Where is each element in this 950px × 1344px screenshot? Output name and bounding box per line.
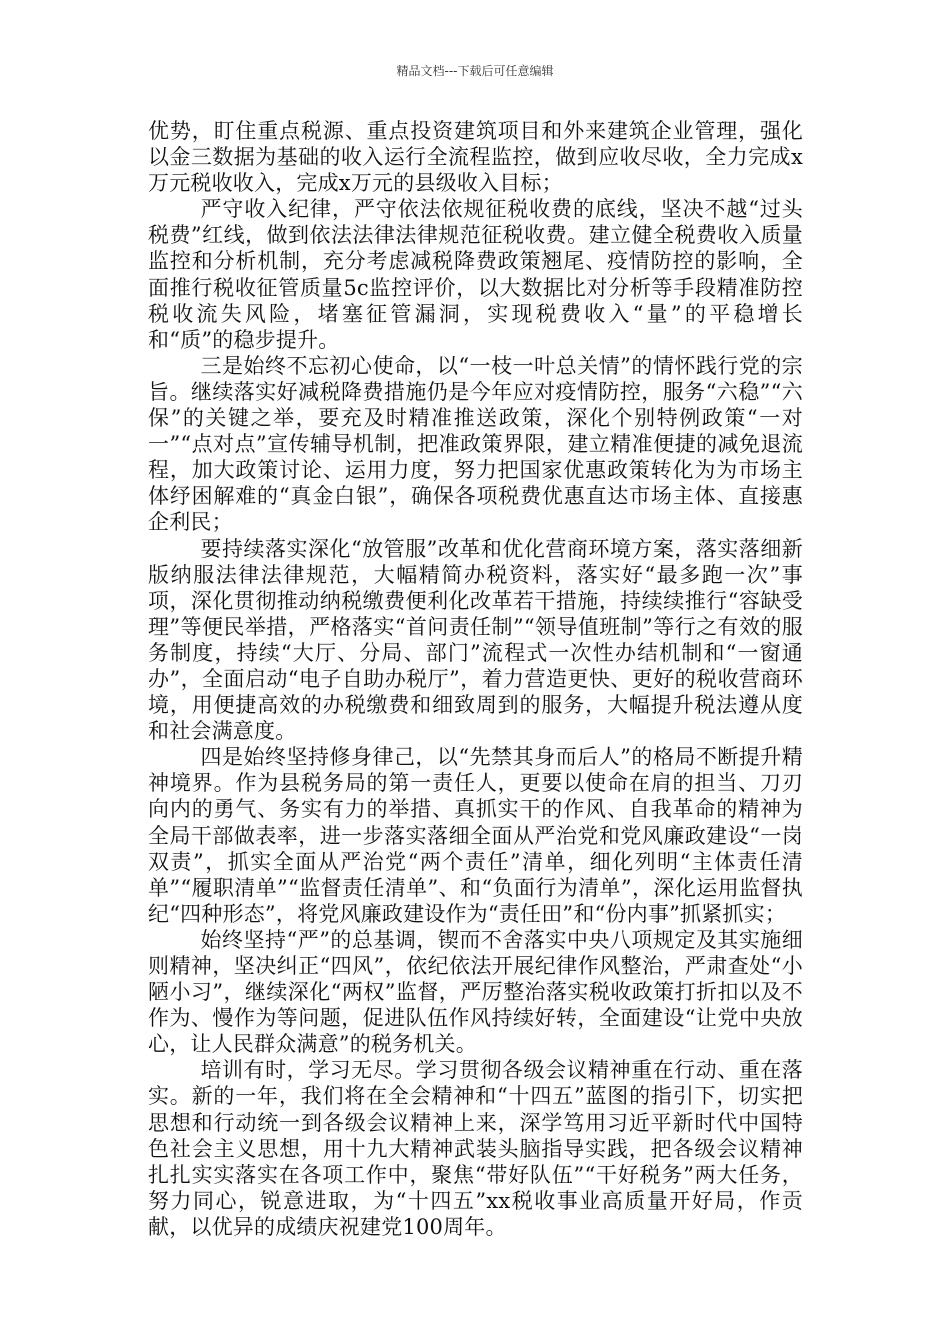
paragraph-continuation: 优势，盯住重点税源、重点投资建筑项目和外来建筑企业管理，强化以金三数据为基础的收入运行全流程监控，做到应收尽收，全力完成x万元税收收入，完成x万元的县级收入目标； <box>148 119 803 196</box>
paragraph: 培训有时，学习无尽。学习贯彻各级会议精神重在行动、重在落实。新的一年，我们将在全会精神和“十四五”蓝图的指引下，切实把思想和行动统一到各级会议精神上来，深学笃用习近平新时代中国特色社会主义思想，用十九大精神武装头脑指导实践，把各级会议精神扎扎实实落实在各项工作中，聚焦“带好队伍”“干好税务”两大任务，努力同心，锐意进取，为“十四五”xx税收事业高质量开好局，作贡献，以优异的成绩庆祝建党100周年。 <box>148 1058 803 1239</box>
document-body <box>148 118 803 1240</box>
paragraph: 三是始终不忘初心使命，以“一枝一叶总关情”的情怀践行党的宗旨。继续落实好减税降费措施仍是今年应对疫情防控，服务“六稳”“六保”的关键之举，要充及时精准推送政策，深化个别特例政策“一对一”“点对点”宣传辅导机制，把准政策界限，建立精准便捷的减免退流程，加大政策讨论、运用力度，努力把国家优惠政策转化为为市场主体纾困解难的“真金白银”，确保各项税费优惠直达市场主体、直接惠企利民； <box>148 353 803 535</box>
paragraph: 要持续落实深化“放管服”改革和优化营商环境方案，落实落细新版纳服法律法律规范，大幅精简办税资料，落实好“最多跑一次”事项，深化贯彻推动纳税缴费便利化改革若干措施，持续续推行“容缺受理”等便民举措，严格落实“首问责任制”“领导值班制”等行之有效的服务制度，持续“大厅、分局、部门”流程式一次性办结机制和“一窗通办”，全面启动“电子自助办税厅”，着力营造更快、更好的税收营商环境，用便捷高效的办税缴费和细致周到的服务，大幅提升税法遵从度和社会满意度。 <box>148 536 803 744</box>
paragraph: 始终坚持“严”的总基调，锲而不舍落实中央八项规定及其实施细则精神，坚决纠正“四风”，依纪依法开展纪律作风整治，严肃查处“小陋小习”，继续深化“两权”监督，严厉整治落实税收政策打折扣以及不作为、慢作为等问题，促进队伍作风持续好转，全面建设“让党中央放心，让人民群众满意”的税务机关。 <box>148 927 803 1057</box>
paragraph: 严守收入纪律，严守依法依规征税收费的底线，坚决不越“过头税费”红线，做到依法法律法律规范征税收费。建立健全税费收入质量监控和分析机制，充分考虑减税降费政策翘尾、疫情防控的影响，全面推行税收征管质量5c监控评价，以大数据比对分析等手段精准防控税收流失风险，堵塞征管漏洞，实现税费收入“量”的平稳增长和“质”的稳步提升。 <box>148 197 803 352</box>
paragraph: 四是始终坚持修身律己，以“先禁其身而后人”的格局不断提升精神境界。作为县税务局的第一责任人，更要以使命在肩的担当、刀刃向内的勇气、务实有力的举措、真抓实干的作风、自我革命的精神为全局干部做表率，进一步落实落细全面从严治党和党风廉政建设“一岗双责”，抓实全面从严治党“两个责任”清单，细化列明“主体责任清单”“履职清单”“监督责任清单”、和“负面行为清单”，深化运用监督执纪“四种形态”，将党风廉政建设作为“责任田”和“份内事”抓紧抓实； <box>148 745 803 926</box>
page-header: 精品文档---下载后可任意编辑 <box>396 64 554 78</box>
